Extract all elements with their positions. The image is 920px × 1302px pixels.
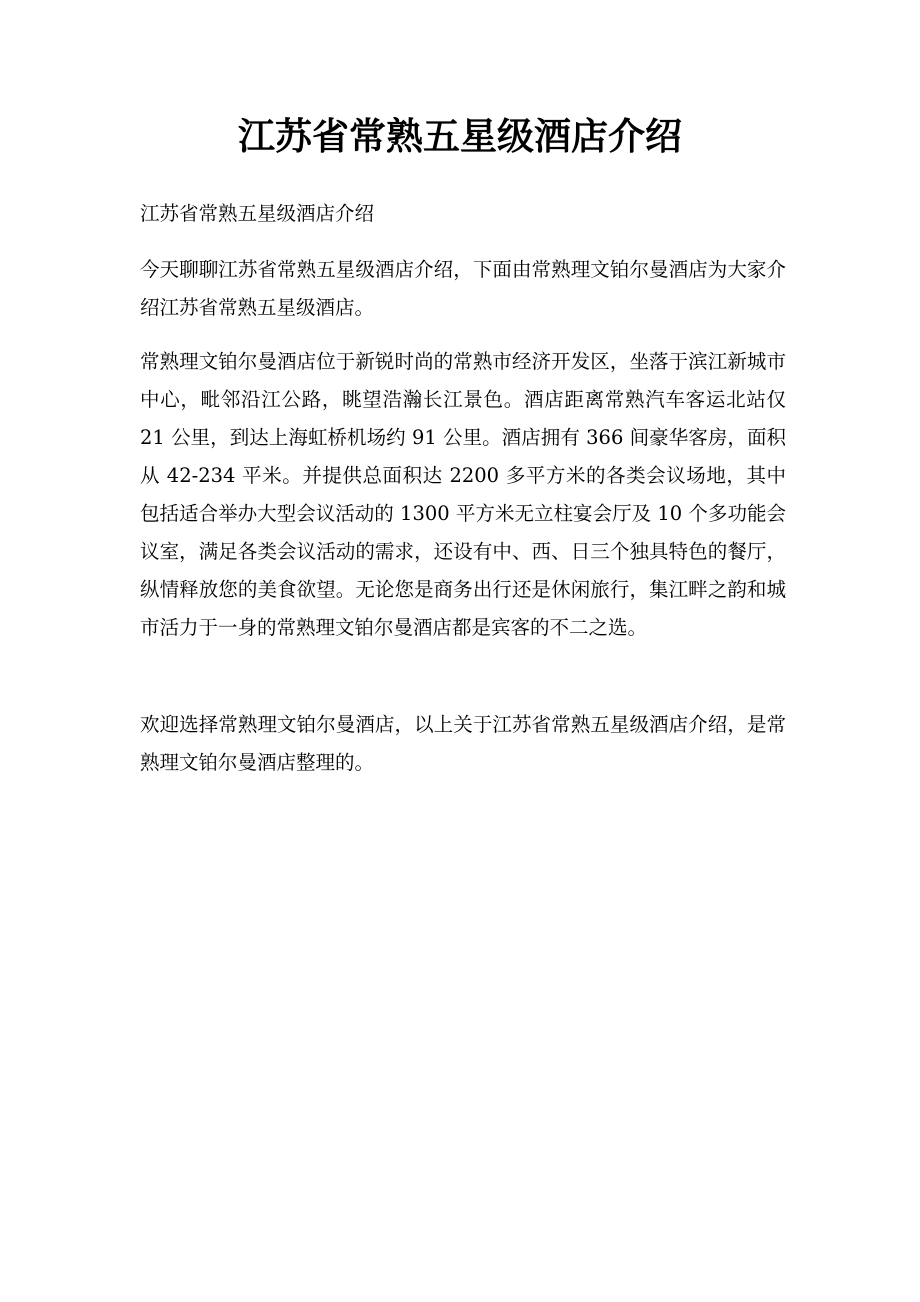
document-subtitle: 江苏省常熟五星级酒店介绍 — [140, 202, 375, 225]
document-title: 江苏省常熟五星级酒店介绍 — [238, 114, 682, 158]
paragraph-closing: 欢迎选择常熟理文铂尔曼酒店，以上关于江苏省常熟五星级酒店介绍，是常熟理文铂尔曼酒店整理的。 — [140, 713, 786, 774]
paragraph-intro: 今天聊聊江苏省常熟五星级酒店介绍，下面由常熟理文铂尔曼酒店为大家介绍江苏省常熟五星级酒店。 — [140, 258, 786, 319]
paragraph-hotel-details: 常熟理文铂尔曼酒店位于新锐时尚的常熟市经济开发区，坐落于滨江新城市中心，毗邻沿江公路，眺望浩瀚长江景色。酒店距离常熟汽车客运北站仅 21 公里，到达上海虹桥机场约 91 公里。酒店拥有 366 间豪华客房，面积从 42-234 平米。并提供总面积达 2200 多平方米的各类会议场地，其中包括适合举办大型会议活动的 1300 平方米无立柱宴会厅及 10 个多功能会议室，满足各类会议活动的需求，还设有中、西、日三个独具特色的餐厅，纵情释放您的美食欲望。无论您是商务出行还是休闲旅行，集江畔之韵和城市活力于一身的常熟理文铂尔曼酒店都是宾客的不二之选。 — [140, 350, 786, 639]
